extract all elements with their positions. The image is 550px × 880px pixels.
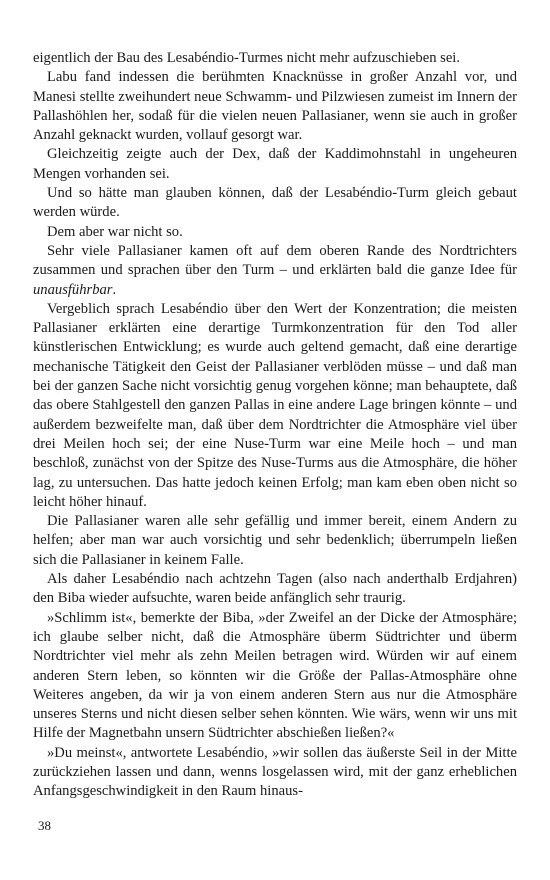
paragraph: »Du meinst«, antwortete Lesabéndio, »wir sollen das äußerste Seil in der Mitte zurückziehen lassen und dann, wenns losgelassen wird, mit der ganz erheblichen Anfangsgeschwindigkeit in den Raum hinaus- xyxy=(33,744,517,800)
paragraph: Gleichzeitig zeigte auch der Dex, daß der Kaddimohnstahl in ungeheuren Mengen vorhanden sei. xyxy=(33,146,517,182)
page-number: 38 xyxy=(38,818,51,833)
paragraph-text: Sehr viele Pallasianer kamen oft auf dem oberen Rande des Nordtrichters zusammen und sprachen über den Turm – und erklärten bald die ganze Idee für xyxy=(33,242,517,279)
paragraph: eigentlich der Bau des Lesabéndio-Turmes nicht mehr aufzuschieben sei. xyxy=(33,50,461,66)
paragraph: Die Pallasianer waren alle sehr gefällig und immer bereit, einem Andern zu helfen; aber man war auch vorsichtig und sehr bedenklich; überrumpeln ließen sich die Pallasianer in keinem Falle. xyxy=(33,513,517,568)
emphasized-word: unausführbar xyxy=(33,281,113,298)
page-body xyxy=(33,49,517,802)
paragraph: Als daher Lesabéndio nach achtzehn Tagen (also nach anderthalb Erdjahren) den Biba wieder aufsuchte, waren beide anfänglich sehr traurig. xyxy=(33,571,517,607)
paragraph: »Schlimm ist«, bemerkte der Biba, »der Zweifel an der Dicke der Atmosphäre; ich glaube selber nicht, daß die Atmosphäre überm Südtrichter und überm Nordtrichter viel mehr als zehn Meilen betragen wird. Würden wir auf einem anderen Stern leben, so könnten wir die Größe der Pallas-Atmosphäre ohne Weiteres angeben, da wir ja von einem anderen Stern aus nur die Atmosphäre unseres Sterns und nicht diesen selber sehen könnten. Wie wärs, wenn wir uns mit Hilfe der Magnetbahn unsern Südtrichter abschießen ließen?« xyxy=(33,609,517,742)
paragraph-text: . xyxy=(112,281,117,298)
paragraph: Dem aber war nicht so. xyxy=(47,223,183,240)
paragraph: Labu fand indessen die berühmten Knacknüsse in großer Anzahl vor, und Manesi stellte zweihundert neue Schwamm- und Pilzwiesen zumeist im Innern der Pallashöhlen her, sodaß für die vielen neuen Pallasianer, wenn sie auch in großer Anzahl geknackt wurden, vollauf gesorgt war. xyxy=(33,69,517,144)
paragraph: Und so hätte man glauben können, daß der Lesabéndio-Turm gleich gebaut werden würde. xyxy=(33,185,517,221)
paragraph: Vergeblich sprach Lesabéndio über den Wert der Konzentration; die meisten Pallasianer erklärten eine derartige Turmkonzentration für den Tod aller künstlerischen Entwicklung; es wurde auch geltend gemacht, daß eine derartige mechanische Tätigkeit den Geist der Pallasianer verblöden müsse – und daß man bei der ganzen Sache nicht vorsichtig genug vorgehen könne; man behauptete, daß das obere Stahlgestell den ganzen Pallas in eine andere Lage bringen könnte – und außerdem bezweifelte man, daß über dem Nordtrichter die Atmosphäre viel über drei Meilen hoch sei; der eine Nuse-Turm war eine Meile hoch – und man beschloß, zunächst von der Spitze des Nuse-Turms aus die Atmosphäre, die höher lag, zu untersuchen. Das hatte jedoch keinen Erfolg; man kam eben oben nicht so leicht höher hinauf. xyxy=(33,300,517,510)
paragraph xyxy=(33,242,517,300)
